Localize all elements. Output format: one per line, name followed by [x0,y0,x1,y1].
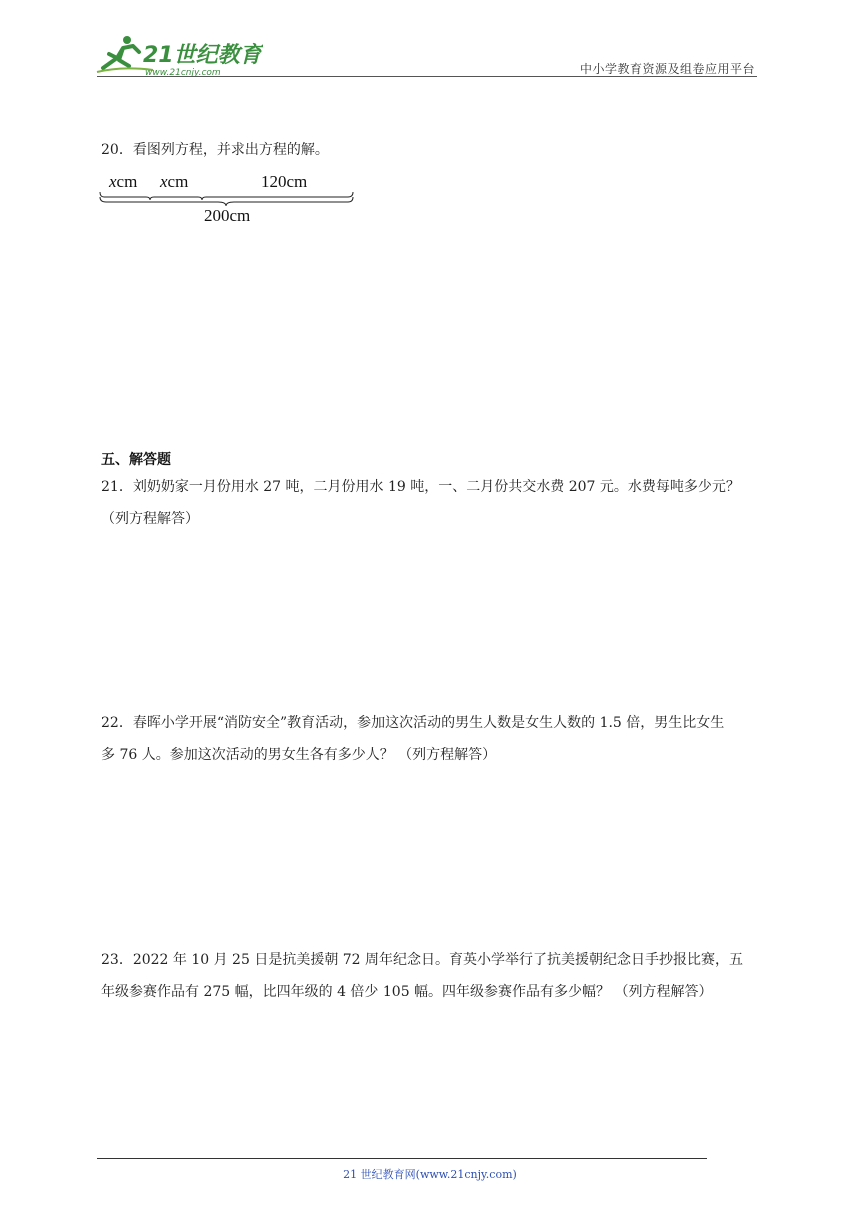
question-23 [101,944,743,1008]
question-23-line-2: 年级参赛作品有 275 幅，比四年级的 4 倍少 105 幅。四年级参赛作品有多少幅？ （列方程解答） [101,984,713,1000]
question-20 [101,134,329,166]
segment-diagram [98,170,358,230]
question-22-line-2: 多 76 人。参加这次活动的男女生各有多少人？ （列方程解答） [101,747,497,763]
question-20-text: 20．看图列方程，并求出方程的解。 [101,142,329,158]
total-length-label: 200cm [204,206,251,225]
header-divider [97,76,757,77]
question-21 [101,471,740,535]
platform-title: 中小学教育资源及组卷应用平台 [579,62,755,76]
question-22 [101,707,724,771]
question-22-line-1: 22．春晖小学开展“消防安全”教育活动，参加这次活动的男生人数是女生人数的 1.5 倍，男生比女生 [101,715,725,731]
segment-2-label: xcm [160,172,189,191]
question-21-line-2: （列方程解答） [101,511,199,527]
section-title: 五、解答题 [101,452,171,468]
footer-divider [97,1158,707,1159]
logo-graphic [93,30,263,80]
question-21-line-1: 21．刘奶奶家一月份用水 27 吨，二月份用水 19 吨，一、二月份共交水费 207 元。水费每吨多少元？ [101,479,740,495]
segment-1-label: xcm [109,172,138,191]
question-23-line-1: 23．2022 年 10 月 25 日是抗美援朝 72 周年纪念日。育英小学举行了抗美援朝纪念日手抄报比赛，五 [101,952,744,968]
site-logo [93,30,263,80]
segment-3-label: 120cm [261,172,308,191]
logo-text: 21世纪教育 [143,43,262,68]
footer-link[interactable]: 21 世纪教育网(www.21cnjy.com) [343,1168,517,1181]
logo-url: www.21cnjy.com [145,68,221,78]
